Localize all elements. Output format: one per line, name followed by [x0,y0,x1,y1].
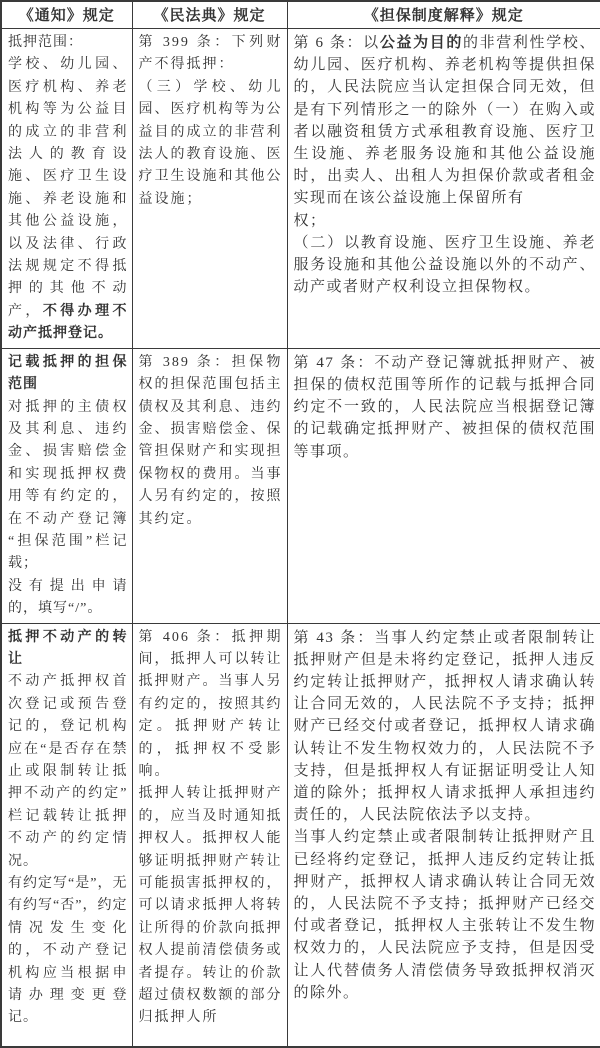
paragraph [294,210,597,232]
text-segment: 第 389 条：担保物权的担保范围包括主债权及其利息、违约金、损害赔偿金、保管担保财产和实现担保物权的费用。当事人另有约定的，按照其约定。 [138,354,283,527]
paragraph [8,352,128,397]
paragraph [294,32,597,210]
paragraph [8,873,128,1030]
paragraph [8,576,128,621]
paragraph [139,627,283,784]
text-segment: 没有提出申请的，填写“/”。 [8,578,128,617]
text-segment: 第 47 条：不动产登记簿就抵押财产、被担保的债权范围等所作的记载与抵押合同约定不一致的，人民法院应当根据登记簿的记载确定抵押财产、被担保的债权范围等事项。 [293,354,596,460]
header-row [1,1,600,29]
cell-guarantee-scope-interpretation [287,348,600,623]
text-segment: （二）以教育设施、医疗卫生设施、养老服务设施和其他公益设施以外的不动产、动产或者财产权利设立担保物权。 [293,234,596,296]
paragraph [8,54,128,345]
text-segment: （三）学校、幼儿园、医疗机构等为公益目的成立的非营利法人的教育设施、医疗卫生设施和其他公益设施； [138,79,283,207]
paragraph [294,627,597,827]
cell-mortgage-scope-interpretation [287,29,600,349]
paragraph [8,397,128,576]
emphasis-text: 抵押不动产的转让 [8,629,128,667]
paragraph [139,77,283,211]
row-guarantee-scope-record [1,348,600,623]
paragraph [139,32,283,77]
cell-transfer-interpretation [287,623,600,1047]
emphasis-text: 不得办理不动产抵押登记。 [8,303,128,342]
paragraph [8,671,128,873]
text-segment: 的非营利性学校、幼儿园、医疗机构、养老机构等提供担保的，人民法院应当认定担保合同无效，但是有下列情形之一的除外（一）在购入或者以融资租赁方式承租教育设施、医疗卫生设施、养老服务设施和其他公益设施时，出卖人、出租人为担保价款或者租金实现而在该公益设施上保留所有 [293,35,596,207]
row-mortgaged-property-transfer [1,623,600,1047]
cell-transfer-civil-code [132,623,287,1047]
cell-guarantee-scope-notice [1,348,132,623]
text-segment: 学校、幼儿园、医疗机构、养老机构等为公益目的成立的非营利法人的教育设施、医疗卫生设施、养老设施和其他公益设施，以及法律、行政法规规定不得抵押的其他不动产， [8,57,128,319]
paragraph [8,627,128,672]
text-segment: 不动产抵押权首次登记或预告登记的，登记机构应在“是否存在禁止或限制转让抵押不动产的约定”栏记载转让抵押不动产的约定情况。 [8,674,128,869]
cell-mortgage-scope-notice [1,29,132,349]
text-segment: 当事人约定禁止或者限制转让抵押财产且已经将约定登记，抵押人违反约定转让抵押财产，抵押权人请求确认转让合同无效的，人民法院不予支持；抵押财产已经交付或者登记，抵押权人主张转让不发生物权效力的，人民法院应予支持，但是因受让人代替债务人清偿债务导致抵押权消灭的除外。 [293,829,596,1001]
text-segment: 抵押人转让抵押财产的，应当及时通知抵押权人。抵押权人能够证明抵押财产转让可能损害抵押权的，可以请求抵押人将转让所得的价款向抵押权人提前清偿债务或者提存。转让的价款超过债权数额的部分归抵押人所 [138,786,283,1026]
text-segment: 第 43 条：当事人约定禁止或者限制转让抵押财产但是未将约定登记，抵押人违反约定转让抵押财产，抵押权人请求确认转让合同无效的，人民法院不予支持；抵押财产已经交付或者登记，抵押权人请求确认转让不发生物权效力的，人民法院不予支持，但是抵押权人有证据证明受让人知道的除外；抵押权人请求抵押人承担违约责任的，人民法院依法予以支持。 [293,629,596,824]
text-segment: 权； [293,212,327,229]
column-header-civil-code: 《民法典》规定 [132,1,287,29]
paragraph [139,783,283,1029]
column-header-guarantee-interpretation: 《担保制度解释》规定 [287,1,600,29]
paragraph [294,232,597,299]
emphasis-text: 公益为目的 [379,35,464,51]
text-segment: 第 399 条：下列财产不得抵押： [138,35,283,73]
text-segment: 第 6 条：以 [293,35,380,51]
paragraph [8,32,128,54]
cell-transfer-notice [1,623,132,1047]
paragraph [139,352,283,531]
paragraph [294,352,597,463]
text-segment: 对抵押的主债权及其利息、违约金、损害赔偿金和实现抵押权费用等有约定的，在不动产登记簿“担保范围”栏记载； [8,399,128,572]
emphasis-text: 记载抵押的担保范围 [8,354,128,393]
column-header-notice: 《通知》规定 [1,1,132,29]
paragraph [294,826,597,1004]
cell-mortgage-scope-civil-code [132,29,287,349]
cell-guarantee-scope-civil-code [132,348,287,623]
row-mortgage-scope [1,29,600,349]
text-segment: 第 406 条：抵押期间，抵押人可以转让抵押财产。当事人另有约定的，按照其约定。抵押财产转让的，抵押权不受影响。 [138,629,283,779]
text-segment: 有约定写“是”，无有约写“否”，约定情况发生变化的，不动产登记机构应当根据申请办理变更登记。 [8,876,128,1026]
text-segment: 抵押范围： [8,35,83,50]
